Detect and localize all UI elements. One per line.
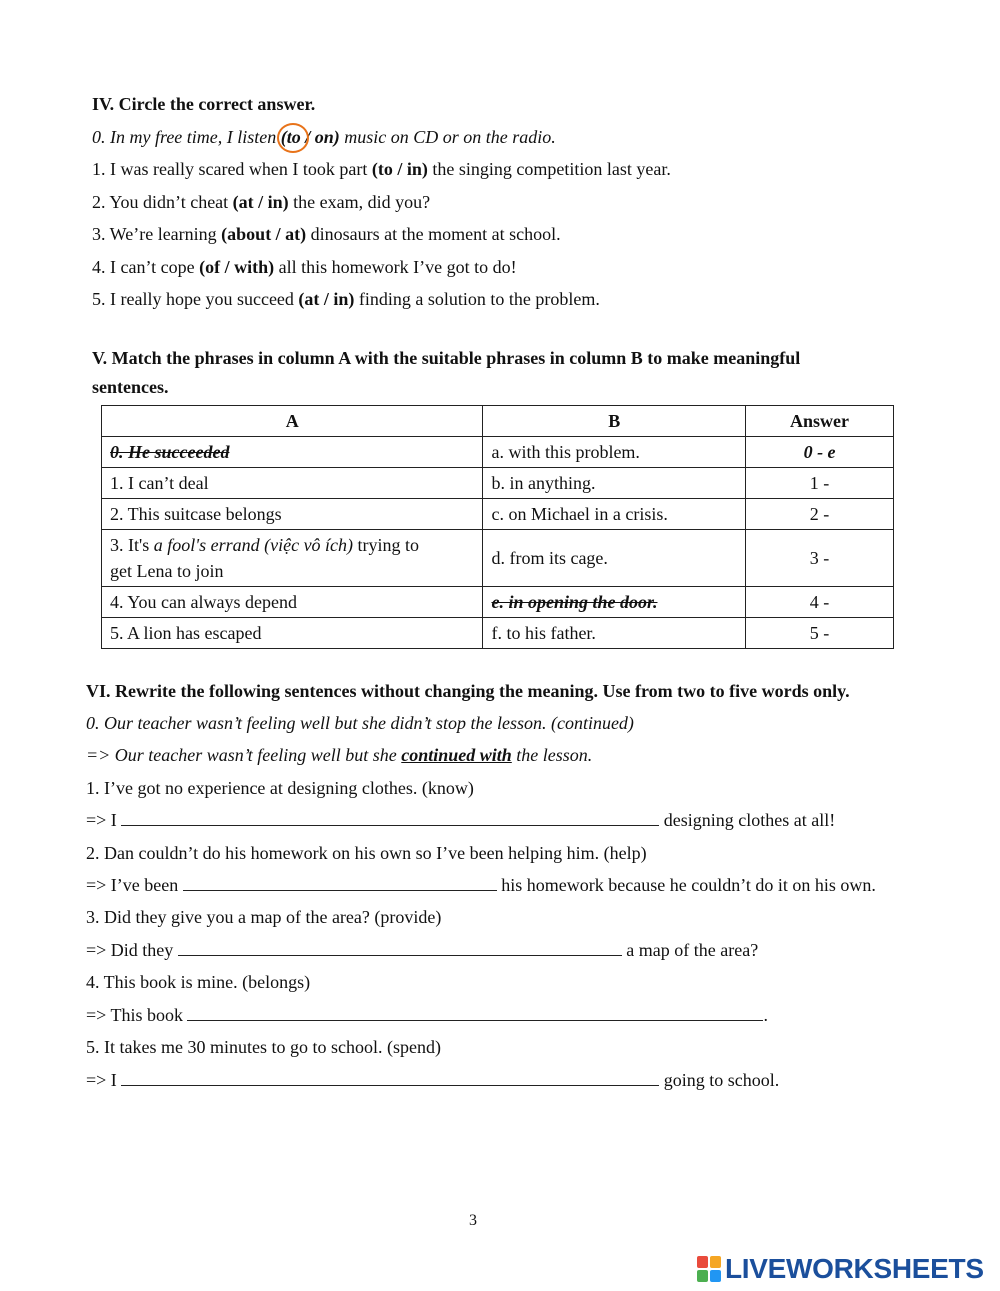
example-answer-pre: => Our teacher wasn’t feeling well but she [86,745,402,765]
answer-blank-input[interactable] [121,1069,659,1086]
question-text: 3. We’re learning [92,224,222,244]
answer-suffix: a map of the area? [621,940,759,960]
question-text: the exam, did you? [288,192,431,212]
answer-prefix: => This book [86,1005,188,1025]
question-1 [92,158,671,180]
rewrite-answer-1 [86,809,835,831]
answer-blank-input[interactable] [121,809,659,826]
cell-a-text-line2: get Lena to join [110,561,224,581]
example-answer-key: continued with [401,745,512,765]
answer-blank-input[interactable] [187,1004,763,1021]
cell-b: b. in anything. [483,468,746,499]
cell-a: 1. I can’t deal [102,468,483,499]
answer-cell[interactable]: 4 - [746,587,894,618]
answer-options[interactable]: (to / in) [371,159,428,179]
answer-suffix: going to school. [659,1070,780,1090]
answer-cell: 0 - e [746,437,894,468]
rewrite-question-5: 5. It takes me 30 minutes to go to school. (spend) [86,1037,441,1057]
section-5-heading-cont: sentences. [92,377,169,397]
answer-cell[interactable]: 1 - [746,468,894,499]
cell-b: e. in opening the door. [483,587,746,618]
rewrite-question-1: 1. I’ve got no experience at designing clothes. (know) [86,778,474,798]
rewrite-answer-2 [86,874,876,896]
question-text: 4. I can’t cope [92,257,200,277]
answer-options[interactable]: (at / in) [232,192,289,212]
cell-a [102,530,483,587]
matching-table [101,405,894,649]
question-text: dinosaurs at the moment at school. [306,224,561,244]
answer-column-header: Answer [746,406,894,437]
table-row [102,468,894,499]
cell-a-idiom: a fool's errand (việc vô ích) [153,535,354,555]
answer-cell[interactable]: 5 - [746,618,894,649]
answer-prefix: => I [86,1070,122,1090]
example-option-rest: / on) [300,127,340,147]
question-2 [92,191,430,213]
answer-suffix: . [763,1005,768,1025]
rewrite-question-4: 4. This book is mine. (belongs) [86,972,311,992]
section-4-example [92,126,556,148]
section-6-example-answer [86,744,592,766]
answer-blank-input[interactable] [183,874,497,891]
question-text: 2. You didn’t cheat [92,192,233,212]
example-text-post: music on CD or on the radio. [339,127,556,147]
rewrite-answer-3 [86,939,758,961]
logo-block [697,1270,708,1282]
example-circled-option: (to [280,127,301,147]
question-text: 5. I really hope you succeed [92,289,299,309]
cell-a: 5. A lion has escaped [102,618,483,649]
section-6-example-question: 0. Our teacher wasn’t feeling well but she didn’t stop the lesson. (continued) [86,713,634,733]
answer-options[interactable]: (of / with) [199,257,275,277]
page-number: 3 [469,1212,477,1229]
cell-b: f. to his father. [483,618,746,649]
rewrite-answer-4 [86,1004,768,1026]
cell-b: d. from its cage. [483,530,746,587]
cell-a: 2. This suitcase belongs [102,499,483,530]
answer-cell[interactable]: 3 - [746,530,894,587]
answer-prefix: => Did they [86,940,178,960]
question-3 [92,223,561,245]
answer-options[interactable]: (about / at) [221,224,307,244]
logo-block [710,1256,721,1268]
table-row [102,618,894,649]
table-row [102,499,894,530]
section-6-heading: VI. Rewrite the following sentences without changing the meaning. Use from two to five words only. [86,681,850,701]
column-b-header: B [483,406,746,437]
rewrite-question-2: 2. Dan couldn’t do his homework on his own so I’ve been helping him. (help) [86,843,647,863]
logo-text: LIVEWORKSHEETS [725,1253,984,1284]
table-row [102,587,894,618]
cell-b: c. on Michael in a crisis. [483,499,746,530]
example-answer-post: the lesson. [511,745,593,765]
question-5 [92,288,600,310]
liveworksheets-logo [697,1253,984,1285]
answer-options[interactable]: (at / in) [298,289,355,309]
question-text: 1. I was really scared when I took part [92,159,372,179]
question-text: all this homework I’ve got to do! [274,257,517,277]
logo-block [697,1256,708,1268]
answer-blank-input[interactable] [178,939,622,956]
question-text: finding a solution to the problem. [354,289,600,309]
table-row [102,530,894,587]
section-4-heading: IV. Circle the correct answer. [92,94,316,114]
question-text: the singing competition last year. [427,159,671,179]
cell-a: 0. He succeeded [102,437,483,468]
answer-prefix: => I [86,810,122,830]
logo-blocks-icon [697,1256,721,1282]
table-row [102,437,894,468]
rewrite-answer-5 [86,1069,779,1091]
question-4 [92,256,517,278]
logo-block [710,1270,721,1282]
column-a-header: A [102,406,483,437]
answer-suffix: his homework because he couldn’t do it on his own. [496,875,876,895]
table-header-row [102,406,894,437]
cell-a: 4. You can always depend [102,587,483,618]
rewrite-question-3: 3. Did they give you a map of the area? (provide) [86,907,442,927]
cell-a-text: 3. It's [110,535,154,555]
answer-prefix: => I’ve been [86,875,183,895]
example-text-pre: 0. In my free time, I listen [92,127,281,147]
answer-suffix: designing clothes at all! [659,810,836,830]
cell-b: a. with this problem. [483,437,746,468]
section-5-heading: V. Match the phrases in column A with the suitable phrases in column B to make meaningful [92,348,801,368]
cell-a-text: trying to [353,535,420,555]
answer-cell[interactable]: 2 - [746,499,894,530]
